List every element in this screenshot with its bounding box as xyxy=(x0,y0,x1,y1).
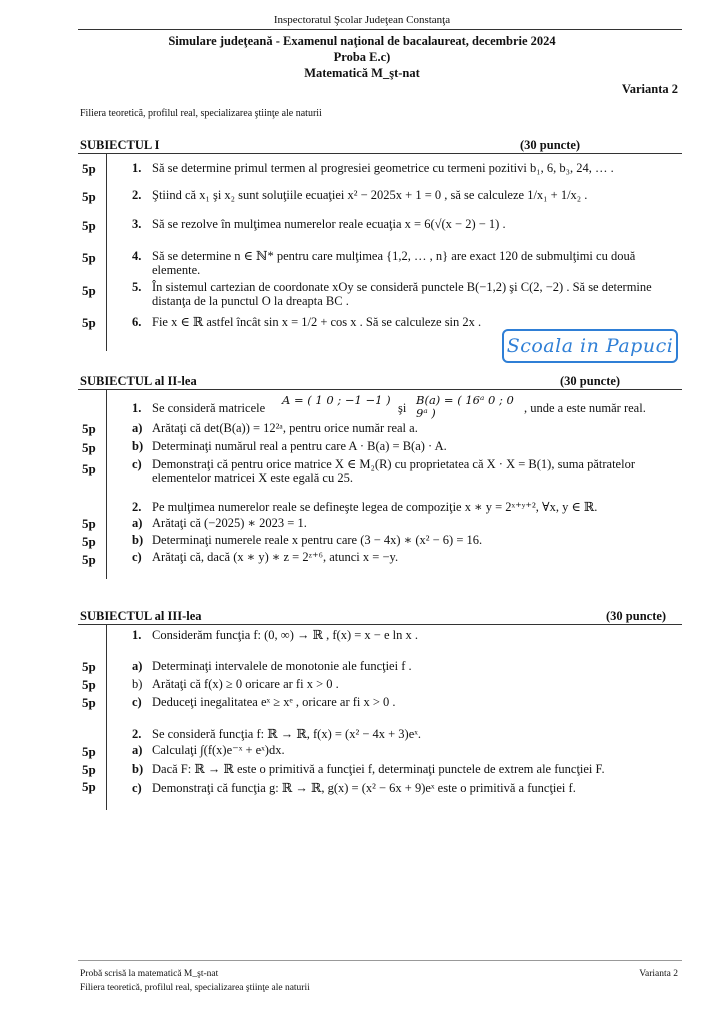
variant-label: Varianta 2 xyxy=(621,82,678,96)
item-points: 5p xyxy=(82,659,96,674)
section1-title: SUBIECTUL I xyxy=(80,138,160,152)
section2-vline xyxy=(106,389,107,579)
item-label: c) xyxy=(132,457,142,471)
section3-title: SUBIECTUL al III-lea xyxy=(80,609,202,623)
inspectorate-name: Inspectoratul Şcolar Judeţean Constanţa xyxy=(273,14,451,26)
footer-filiera-label: Filiera teoretică, profilul real, specializarea ştiinţe ale naturii xyxy=(80,983,310,993)
item-points: 5p xyxy=(82,421,96,436)
item-text: Să se rezolve în mulţimea numerelor reale ecuaţia x = 6(√(x − 2) − 1) . xyxy=(152,217,506,231)
section3-vline xyxy=(106,624,107,810)
section2-title: SUBIECTUL al II-lea xyxy=(80,374,197,388)
item-text: Fie x ∈ ℝ astfel încât sin x = 1/2 + cos x . Să se calculeze sin 2x . xyxy=(152,315,482,329)
problem-intro-end: , unde a este număr real. xyxy=(524,401,646,415)
item-points: 5p xyxy=(82,461,96,476)
problem-number: 2. xyxy=(132,500,142,514)
item-text: Calculaţi ∫(f(x)e⁻ˣ + eˣ)dx. xyxy=(152,743,285,757)
item-label: c) xyxy=(132,781,142,795)
section1-vline xyxy=(106,153,107,351)
item-points: 5p xyxy=(82,250,96,265)
footer-variant-label: Varianta 2 xyxy=(639,969,678,979)
footer-exam-label: Probă scrisă la matematică M_şt-nat xyxy=(80,969,219,979)
item-label: b) xyxy=(132,762,144,776)
section3-points: (30 puncte) xyxy=(606,609,667,623)
matrix-b: B(a) = ( 16ᵃ 0 ; 0 9ᵃ ) xyxy=(416,393,514,420)
item-points: 5p xyxy=(82,315,96,330)
filiera-label: Filiera teoretică, profilul real, specializarea ştiinţe ale naturii xyxy=(80,108,322,119)
item-text: Să se determine primul termen al progresiei geometrice cu termeni pozitivi b₁, 6, b₃, 24, … . xyxy=(152,161,614,175)
item-text: Determinaţi numerele reale x pentru care (3 − 4x) ∗ (x² − 6) = 16. xyxy=(152,533,483,547)
matrix-a: A = ( 1 0 ; −1 −1 ) xyxy=(282,393,391,407)
item-label: b) xyxy=(132,439,144,453)
item-number: 2. xyxy=(132,188,142,202)
item-number: 6. xyxy=(132,315,142,329)
item-points: 5p xyxy=(82,189,96,204)
item-label: b) xyxy=(132,533,144,547)
item-points: 5p xyxy=(82,516,96,531)
school-logo xyxy=(502,329,678,363)
item-text: Determinaţi intervalele de monotonie ale funcţiei f . xyxy=(152,659,412,673)
item-label: b) xyxy=(132,677,143,691)
problem-intro: Pe mulţimea numerelor reale se defineşte legea de compoziţie x ∗ y = 2ˣ⁺ʸ⁺², ∀x, y ∈ ℝ. xyxy=(152,500,598,514)
item-text: Ştiind că x₁ şi x₂ sunt soluţiile ecuaţiei x² − 2025x + 1 = 0 , să se calculeze 1/x₁ + 1/x₂ . xyxy=(152,188,588,202)
item-points: 5p xyxy=(82,218,96,233)
problem-number: 1. xyxy=(132,628,142,642)
item-text: Să se determine n ∈ ℕ* pentru care mulţimea {1,2, … , n} are exact 120 de submulţimi cu două elemente. xyxy=(152,249,636,277)
section1-points: (30 puncte) xyxy=(520,138,581,152)
item-label: c) xyxy=(132,550,142,564)
subject-label: Matematică M_şt-nat xyxy=(304,66,420,80)
section3-rule xyxy=(78,624,682,625)
problem-number: 2. xyxy=(132,727,142,741)
item-text: Arătaţi că (−2025) ∗ 2023 = 1. xyxy=(152,516,307,530)
item-label: a) xyxy=(132,743,143,757)
logo-text: Scoala in Papuci xyxy=(506,335,674,357)
item-points: 5p xyxy=(82,534,96,549)
problem-intro: Considerăm funcţia f: (0, ∞) → ℝ , f(x) = x − e ln x . xyxy=(152,628,418,642)
problem-conjunction: şi xyxy=(398,401,407,415)
item-number: 1. xyxy=(132,161,142,175)
proba-label: Proba E.c) xyxy=(333,50,391,64)
item-text: Demonstraţi că funcţia g: ℝ → ℝ, g(x) = (x² − 6x + 9)eˣ este o primitivă a funcţiei f. xyxy=(152,781,576,795)
item-points: 5p xyxy=(82,440,96,455)
item-points: 5p xyxy=(82,552,96,567)
item-text: În sistemul cartezian de coordonate xOy se consideră punctele B(−1,2) şi C(2, −2) . Să se determine distanţa de la punctul O la dreapta BC . xyxy=(152,280,652,308)
item-text: Demonstraţi că pentru orice matrice X ∈ M₂(R) cu proprietatea că X · X = B(1), suma pătratelor elementelor matricei X este egală cu 25. xyxy=(152,457,635,485)
problem-intro: Se consideră funcţia f: ℝ → ℝ, f(x) = (x² − 4x + 3)eˣ. xyxy=(152,727,422,741)
item-text: Dacă F: ℝ → ℝ este o primitivă a funcţiei f, determinaţi punctele de extrem ale funcţiei F. xyxy=(152,762,605,776)
item-label: c) xyxy=(132,695,142,709)
item-label: a) xyxy=(132,421,143,435)
item-points: 5p xyxy=(82,779,96,794)
item-points: 5p xyxy=(82,677,96,692)
item-number: 5. xyxy=(132,280,142,294)
item-points: 5p xyxy=(82,695,96,710)
item-label: a) xyxy=(132,659,143,673)
item-text: Determinaţi numărul real a pentru care A · B(a) = B(a) · A. xyxy=(152,439,447,453)
item-points: 5p xyxy=(82,283,96,298)
section1-rule xyxy=(78,153,682,154)
item-text: Arătaţi că f(x) ≥ 0 oricare ar fi x > 0 . xyxy=(152,677,339,691)
item-number: 4. xyxy=(132,249,142,263)
footer-rule xyxy=(78,960,682,961)
section2-points: (30 puncte) xyxy=(560,374,621,388)
item-text: Arătaţi că, dacă (x ∗ y) ∗ z = 2ᶻ⁺⁶, atunci x = −y. xyxy=(152,550,399,564)
item-points: 5p xyxy=(82,744,96,759)
item-points: 5p xyxy=(82,762,96,777)
section2-rule xyxy=(78,389,682,390)
header-rule xyxy=(78,29,682,30)
problem-intro: Se consideră matricele xyxy=(152,401,266,415)
item-points: 5p xyxy=(82,161,96,176)
exam-title: Simulare judeţeană - Examenul naţional de bacalaureat, decembrie 2024 xyxy=(168,34,556,48)
item-text: Arătaţi că det(B(a)) = 12²ᵃ, pentru orice număr real a. xyxy=(152,421,418,435)
problem-number: 1. xyxy=(132,401,142,415)
item-label: a) xyxy=(132,516,143,530)
item-text: Deduceţi inegalitatea eˣ ≥ xᵉ , oricare ar fi x > 0 . xyxy=(152,695,396,709)
item-number: 3. xyxy=(132,217,142,231)
